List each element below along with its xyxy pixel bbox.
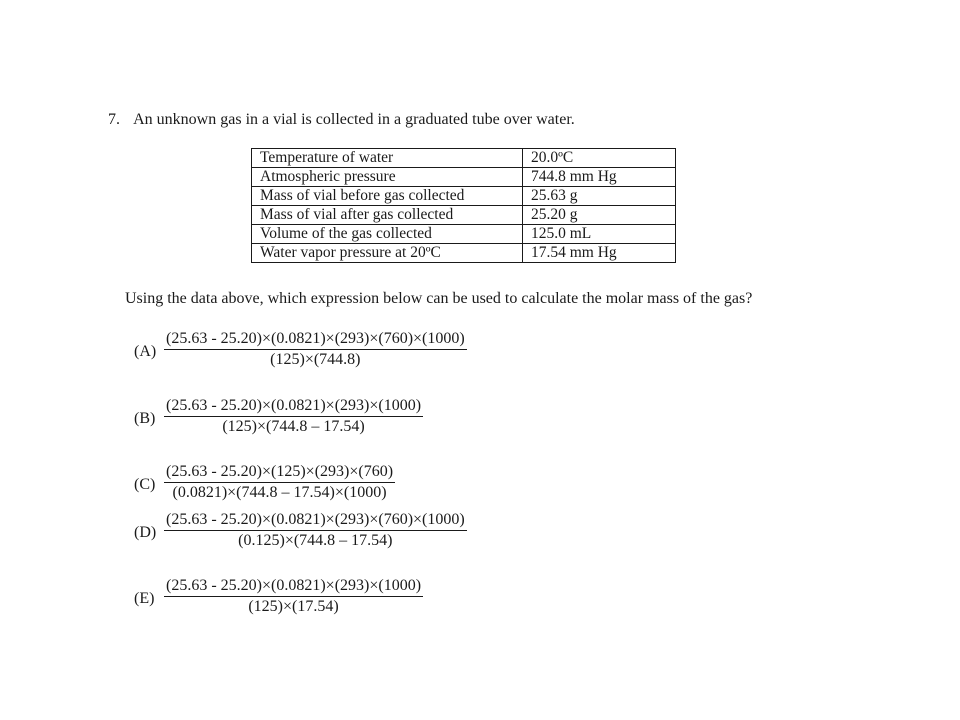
- fraction-expression: [164, 577, 423, 616]
- table-row: [252, 225, 676, 244]
- table-row: [252, 168, 676, 187]
- table-cell-label: Mass of vial before gas collected: [252, 187, 523, 206]
- table-cell-value: 20.0ºC: [523, 149, 676, 168]
- table-cell-label: Volume of the gas collected: [252, 225, 523, 244]
- table-cell-value: 25.20 g: [523, 206, 676, 225]
- fraction-numerator: (25.63 - 25.20)×(0.0821)×(293)×(1000): [164, 397, 423, 417]
- fraction-numerator: (25.63 - 25.20)×(0.0821)×(293)×(760)×(1000): [164, 511, 467, 531]
- choice-letter: (B): [134, 410, 156, 427]
- table-cell-value: 25.63 g: [523, 187, 676, 206]
- fraction-numerator: (25.63 - 25.20)×(125)×(293)×(760): [164, 463, 395, 483]
- table-row: [252, 244, 676, 263]
- fraction-denominator: (125)×(744.8 – 17.54): [222, 418, 365, 435]
- choice-letter: (D): [134, 524, 157, 541]
- fraction-expression: [164, 397, 423, 436]
- table-cell-value: 17.54 mm Hg: [523, 244, 676, 263]
- table-row: [252, 206, 676, 225]
- choice-letter: (A): [134, 343, 157, 360]
- question-number: 7.: [108, 111, 120, 128]
- table-cell-label: Temperature of water: [252, 149, 523, 168]
- table-cell-value: 125.0 mL: [523, 225, 676, 244]
- choice-letter: (E): [134, 590, 155, 607]
- fraction-denominator: (0.125)×(744.8 – 17.54): [238, 532, 393, 549]
- data-table: [251, 148, 676, 263]
- fraction-denominator: (0.0821)×(744.8 – 17.54)×(1000): [172, 484, 387, 501]
- question-stem: [108, 111, 575, 129]
- choice-letter: (C): [134, 476, 156, 493]
- table-cell-label: Atmospheric pressure: [252, 168, 523, 187]
- table-cell-value: 744.8 mm Hg: [523, 168, 676, 187]
- table-row: [252, 149, 676, 168]
- question-text: An unknown gas in a vial is collected in a graduated tube over water.: [133, 111, 575, 128]
- table-cell-label: Water vapor pressure at 20ºC: [252, 244, 523, 263]
- table-cell-label: Mass of vial after gas collected: [252, 206, 523, 225]
- table-row: [252, 187, 676, 206]
- fraction-numerator: (25.63 - 25.20)×(0.0821)×(293)×(1000): [164, 577, 423, 597]
- question-prompt: Using the data above, which expression below can be used to calculate the molar mass of the gas?: [125, 290, 753, 307]
- fraction-expression: [164, 511, 467, 550]
- fraction-denominator: (125)×(17.54): [248, 598, 339, 615]
- fraction-expression: [164, 463, 395, 502]
- fraction-numerator: (25.63 - 25.20)×(0.0821)×(293)×(760)×(1000): [164, 330, 467, 350]
- fraction-expression: [164, 330, 467, 369]
- fraction-denominator: (125)×(744.8): [270, 351, 361, 368]
